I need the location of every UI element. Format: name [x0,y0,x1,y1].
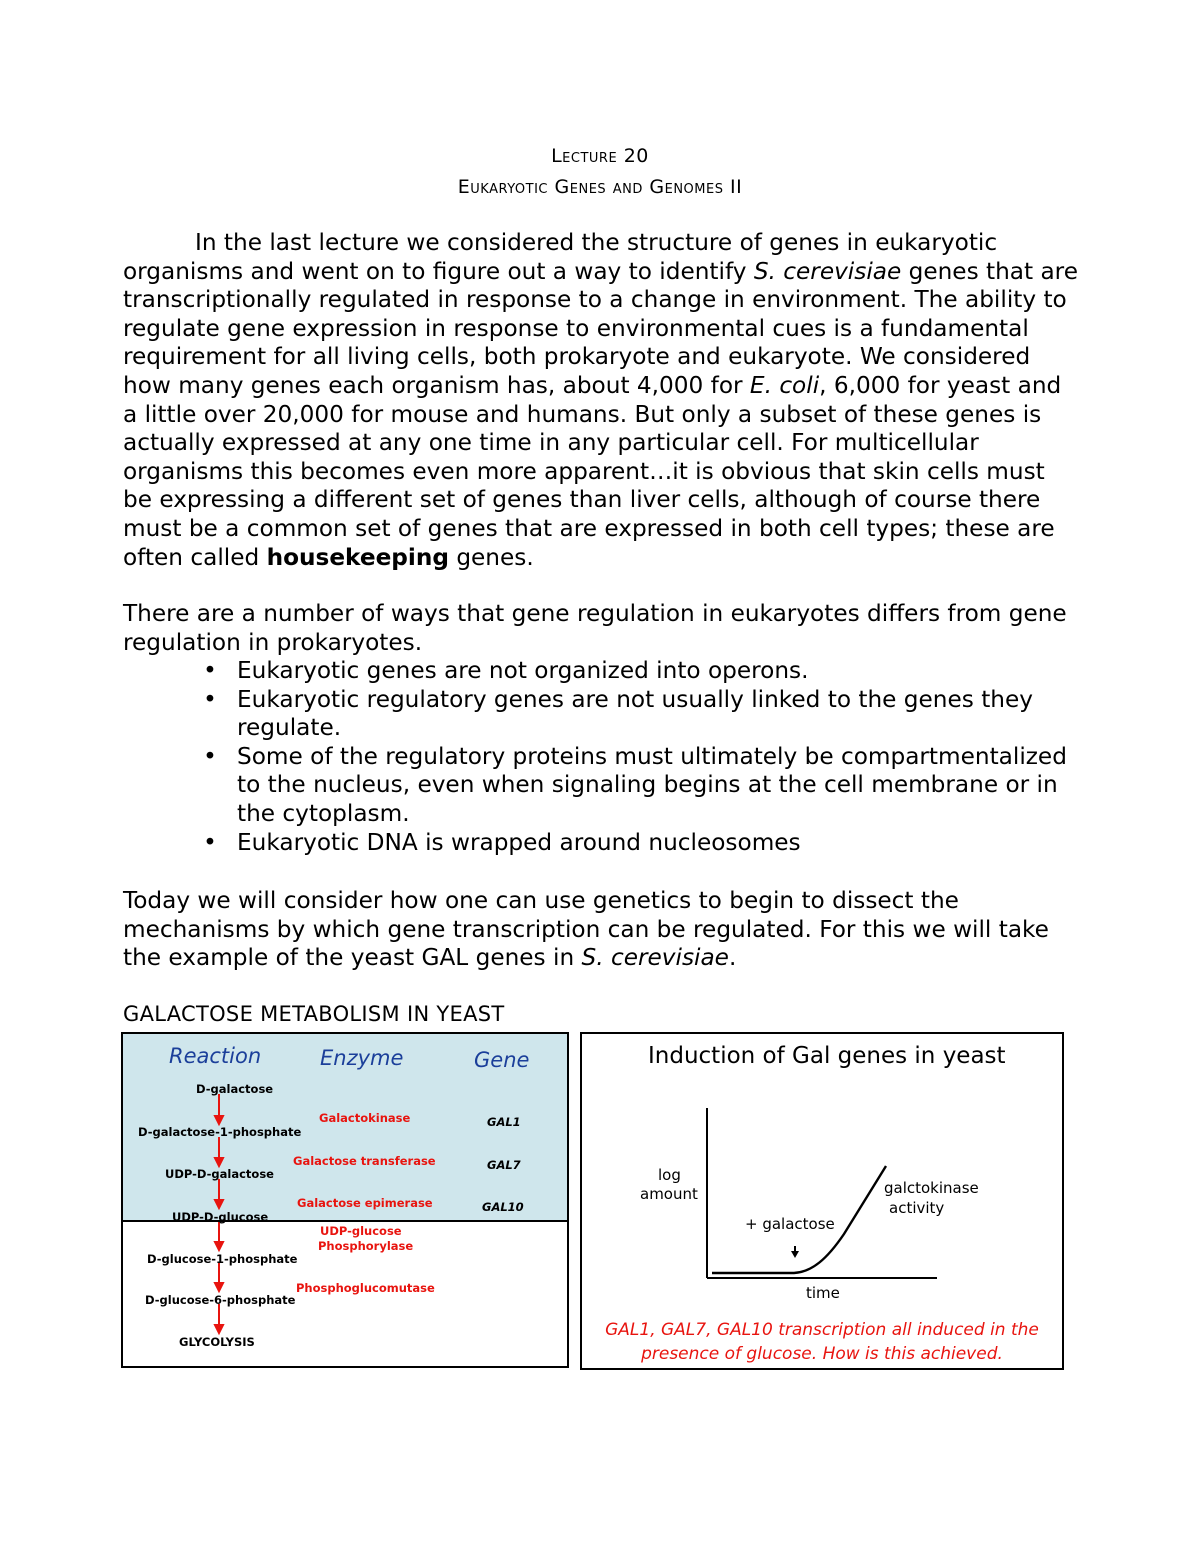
species-name: E. coli [749,371,820,399]
reaction-d-galactose: D-galactose [196,1082,274,1096]
bullet-icon: • [203,657,217,684]
enzyme-galactose-epimerase: Galactose epimerase [297,1196,433,1210]
y-axis-label-amount: amount [640,1185,698,1203]
enzyme-galactose-transferase: Galactose transferase [293,1154,436,1168]
lecture-title: Eukaryotic Genes and Genomes II [457,176,743,198]
gene-gal7: GAL7 [487,1158,521,1172]
bullet-icon: • [203,742,217,770]
reaction-udp-d-glucose: UDP-D-glucose [172,1210,269,1224]
reaction-d-glucose-6-phosphate: D-glucose-6-phosphate [145,1293,296,1307]
species-name: S. cerevisiae [753,257,902,285]
figure-title: Induction of Gal genes in yeast [648,1043,1006,1069]
curve-label-line2: activity [889,1199,945,1217]
reaction-d-galactose-1-phosphate: D-galactose-1-phosphate [138,1125,302,1139]
galactose-label: + galactose [745,1215,835,1233]
gene-gal10: GAL10 [482,1200,524,1214]
species-name: S. cerevisiae [581,944,729,972]
differences-list [200,657,1080,857]
reaction-d-glucose-1-phosphate: D-glucose-1-phosphate [147,1252,298,1266]
reaction-header: Reaction [169,1044,262,1068]
gene-header: Gene [474,1048,530,1072]
reaction-udp-d-galactose: UDP-D-galactose [165,1167,274,1181]
today-paragraph: Today we will consider how one can use genetics to begin to dissect the mechanisms by which gene transcription can be regulated. For this we will take the example of the yeast GAL genes in S. cerevisiae. [123,887,1049,972]
bullet-icon: • [203,828,217,856]
enzyme-phosphoglucomutase: Phosphoglucomutase [296,1281,435,1295]
enzyme-phosphorylase: Phosphorylase [318,1239,414,1253]
lecture-number: Lecture 20 [551,145,649,167]
curve-label-line1: galctokinase [884,1179,979,1197]
list-item: • Eukaryotic DNA is wrapped around nucleosomes [200,829,1080,858]
gene-gal1: GAL1 [487,1115,521,1129]
list-item: • Eukaryotic regulatory genes are not usually linked to the genes they regulate. [200,686,1080,743]
enzyme-udp-glucose: UDP-glucose [320,1224,402,1238]
enzyme-header: Enzyme [320,1046,404,1070]
list-item: • Some of the regulatory proteins must ultimately be compartmentalized to the nucleus, even when signaling begins at the cell membrane or in the cytoplasm. [200,743,1080,829]
list-item: • Eukaryotic genes are not organized into operons. [200,657,1080,686]
reaction-glycolysis: GLYCOLYSIS [179,1335,255,1349]
term-housekeeping: housekeeping [266,543,449,571]
x-axis-label: time [806,1284,840,1302]
enzyme-galactokinase: Galactokinase [319,1111,411,1125]
intro-paragraph: In the last lecture we considered the structure of genes in eukaryotic organisms and went on to figure out a way to identify S. cerevisiae genes that are transcriptionally regulated in response to a change in environment. The ability to regulate gene expression in response to environmental cues is a fundamental requirement for all living cells, both prokaryote and eukaryote. We considered how many genes each organism has, about 4,000 for E. coli, 6,000 for yeast and a little over 20,000 for mouse and humans. But only a subset of these genes is actually expressed at any one time in any particular cell. For multicellular organisms this becomes even more apparent…it is obvious that skin cells must be expressing a different set of genes than liver cells, although of course there must be a common set of genes that are expressed in both cell types; these are often called housekeeping genes. [123,229,1078,571]
y-axis-label-log: log [658,1166,681,1184]
section-heading: GALACTOSE METABOLISM IN YEAST [123,1002,505,1026]
figure-caption-line2: presence of glucose. How is this achieved. [641,1344,1003,1364]
differences-paragraph: There are a number of ways that gene regulation in eukaryotes differs from gene regulation in prokaryotes. [123,600,1067,656]
galactose-arrow [791,1246,799,1258]
galactose-pathway-figure [121,1032,569,1368]
figure-caption-line1: GAL1, GAL7, GAL10 transcription all induced in the [605,1320,1039,1340]
induction-figure [580,1032,1064,1370]
bullet-icon: • [203,685,217,713]
